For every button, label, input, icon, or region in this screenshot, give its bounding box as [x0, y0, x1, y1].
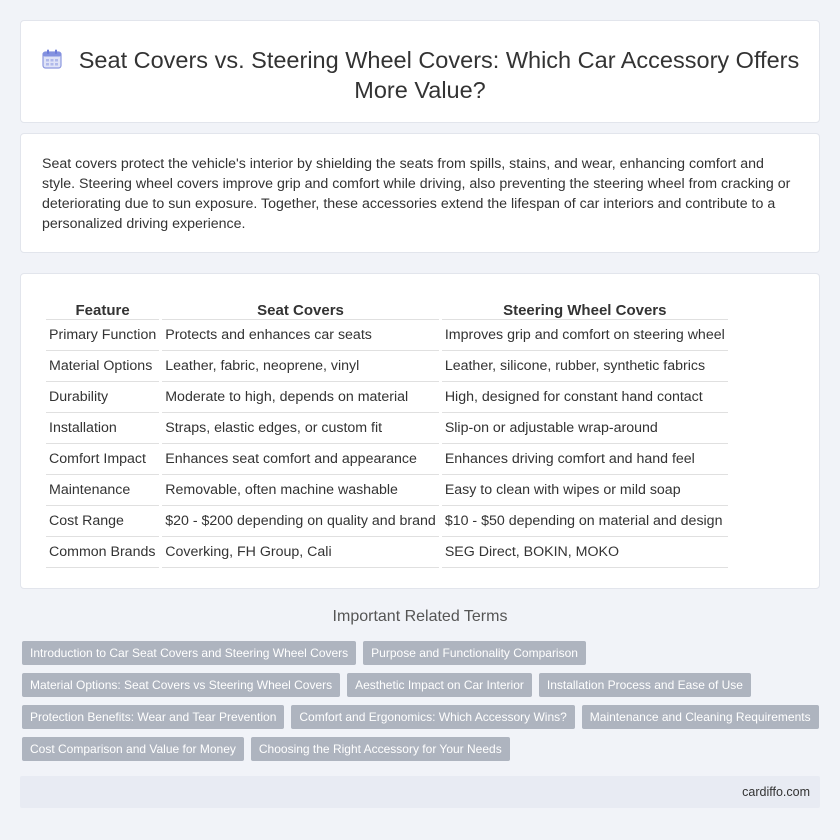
term-chip[interactable]: Purpose and Functionality Comparison	[363, 641, 586, 665]
title-card	[20, 20, 820, 123]
feature-cell: Comfort Impact	[46, 444, 159, 475]
comparison-table	[43, 296, 731, 568]
term-row	[22, 673, 822, 697]
term-chip[interactable]: Comfort and Ergonomics: Which Accessory Wins?	[291, 705, 574, 729]
steering-covers-cell: Improves grip and comfort on steering wheel	[442, 320, 728, 351]
comparison-card	[20, 273, 820, 589]
header-steering-wheel-covers: Steering Wheel Covers	[442, 296, 728, 320]
page-title-wrap	[21, 45, 819, 105]
feature-cell: Installation	[46, 413, 159, 444]
seat-covers-cell: Straps, elastic edges, or custom fit	[162, 413, 439, 444]
term-row	[22, 737, 822, 761]
seat-covers-cell: Enhances seat comfort and appearance	[162, 444, 439, 475]
term-chip[interactable]: Introduction to Car Seat Covers and Steering Wheel Covers	[22, 641, 356, 665]
term-chip[interactable]: Protection Benefits: Wear and Tear Prevention	[22, 705, 284, 729]
intro-card	[20, 133, 820, 253]
steering-covers-cell: Slip-on or adjustable wrap-around	[442, 413, 728, 444]
feature-cell: Cost Range	[46, 506, 159, 537]
intro-text: Seat covers protect the vehicle's interior by shielding the seats from spills, stains, and wear, enhancing comfort and style. Steering wheel covers improve grip and comfort while driving, also preventing the steering wheel from cracking or deteriorating due to sun exposure. Together, these accessories extend the lifespan of car interiors and contribute to a personalized driving experience.	[42, 156, 791, 232]
steering-covers-cell: Easy to clean with wipes or mild soap	[442, 475, 728, 506]
page-title: Seat Covers vs. Steering Wheel Covers: Which Car Accessory Offers More Value?	[78, 47, 800, 103]
feature-cell: Maintenance	[46, 475, 159, 506]
term-chip[interactable]: Material Options: Seat Covers vs Steering Wheel Covers	[22, 673, 340, 697]
calendar-icon	[41, 47, 63, 69]
term-chip[interactable]: Choosing the Right Accessory for Your Needs	[251, 737, 510, 761]
steering-covers-cell: Leather, silicone, rubber, synthetic fabrics	[442, 351, 728, 382]
steering-covers-cell: SEG Direct, BOKIN, MOKO	[442, 537, 728, 568]
term-row	[22, 641, 822, 665]
term-chip[interactable]: Installation Process and Ease of Use	[539, 673, 751, 697]
seat-covers-cell: Moderate to high, depends on material	[162, 382, 439, 413]
steering-covers-cell: High, designed for constant hand contact	[442, 382, 728, 413]
header-seat-covers: Seat Covers	[162, 296, 439, 320]
table-row	[46, 444, 728, 475]
table-row	[46, 382, 728, 413]
seat-covers-cell: Leather, fabric, neoprene, vinyl	[162, 351, 439, 382]
steering-covers-cell: $10 - $50 depending on material and design	[442, 506, 728, 537]
seat-covers-cell: Coverking, FH Group, Cali	[162, 537, 439, 568]
term-row	[22, 705, 822, 729]
feature-cell: Common Brands	[46, 537, 159, 568]
seat-covers-cell: Removable, often machine washable	[162, 475, 439, 506]
table-row	[46, 506, 728, 537]
feature-cell: Primary Function	[46, 320, 159, 351]
related-terms-heading: Important Related Terms	[332, 608, 508, 625]
seat-covers-cell: $20 - $200 depending on quality and brand	[162, 506, 439, 537]
table-row	[46, 413, 728, 444]
term-chip[interactable]: Cost Comparison and Value for Money	[22, 737, 244, 761]
term-chip[interactable]: Maintenance and Cleaning Requirements	[582, 705, 819, 729]
table-row	[46, 351, 728, 382]
table-header-row	[46, 296, 728, 320]
steering-covers-cell: Enhances driving comfort and hand feel	[442, 444, 728, 475]
related-terms	[22, 641, 822, 769]
table-row	[46, 320, 728, 351]
seat-covers-cell: Protects and enhances car seats	[162, 320, 439, 351]
table-row	[46, 537, 728, 568]
term-chip[interactable]: Aesthetic Impact on Car Interior	[347, 673, 532, 697]
feature-cell: Durability	[46, 382, 159, 413]
header-feature: Feature	[46, 296, 159, 320]
table-row	[46, 475, 728, 506]
footer	[20, 776, 820, 808]
footer-site-link[interactable]: cardiffo.com	[742, 785, 810, 799]
feature-cell: Material Options	[46, 351, 159, 382]
